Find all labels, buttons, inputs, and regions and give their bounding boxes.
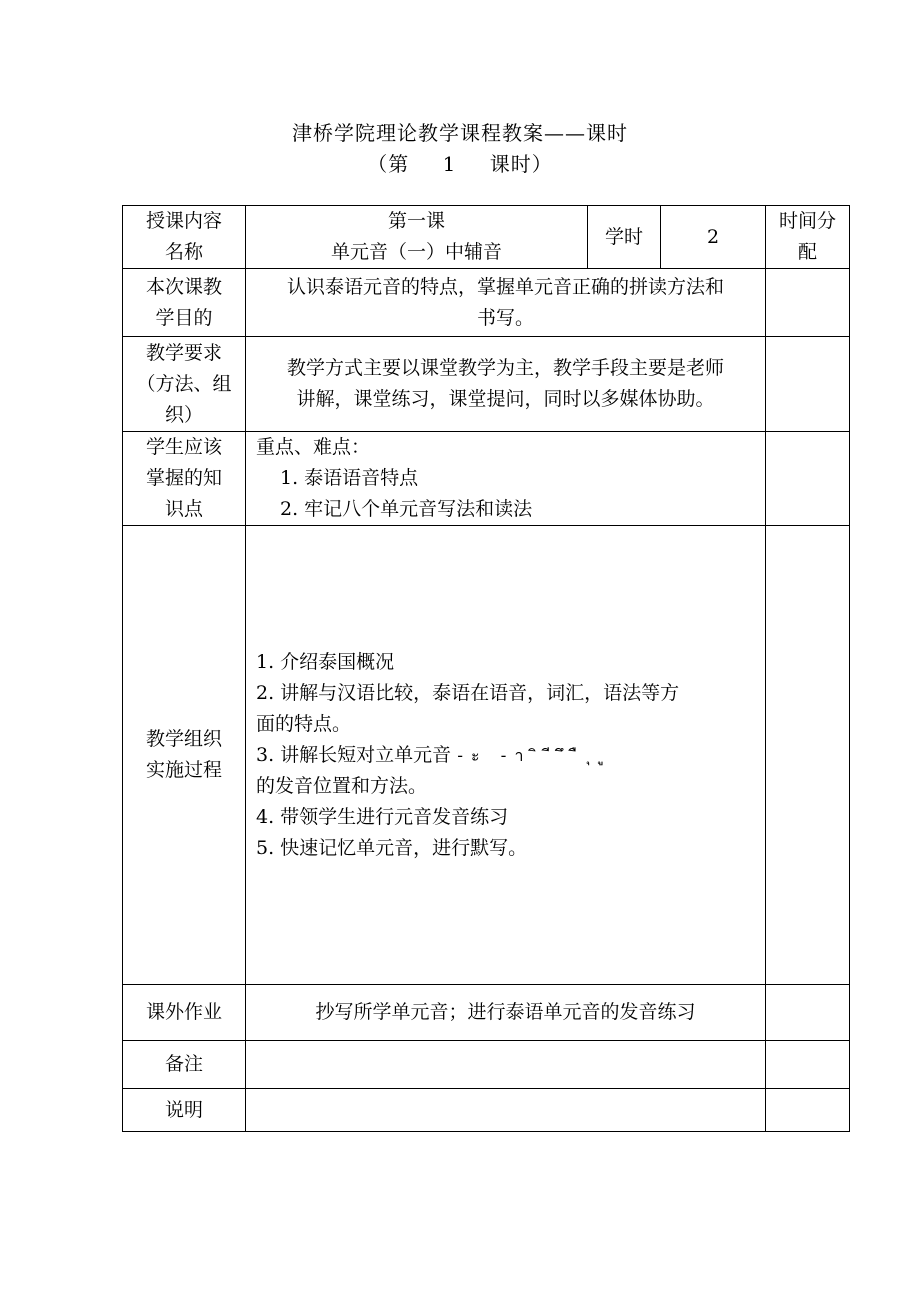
remarks-time-cell bbox=[766, 1041, 850, 1089]
label-objectives: 本次课教 学目的 bbox=[123, 269, 246, 337]
label-notes: 说明 bbox=[123, 1089, 246, 1132]
label-knowledge-points: 学生应该 掌握的知 识点 bbox=[123, 432, 246, 526]
hours-value: 2 bbox=[661, 206, 766, 269]
row-process bbox=[123, 526, 850, 985]
objectives-time-cell bbox=[766, 269, 850, 337]
time-allocation-label: 时间分 配 bbox=[766, 206, 850, 269]
label-requirements: 教学要求 （方法、组 织） bbox=[123, 337, 246, 432]
notes-cell bbox=[246, 1089, 766, 1132]
row-objectives bbox=[123, 269, 850, 337]
label-process: 教学组织 实施过程 bbox=[123, 526, 246, 985]
row-remarks bbox=[123, 1041, 850, 1089]
knowledge-points-text: 重点、难点： 1. 泰语语音特点 2. 牢记八个单元音写法和读法 bbox=[246, 432, 766, 526]
homework-text: 抄写所学单元音；进行泰语单元音的发音练习 bbox=[246, 985, 766, 1041]
process-time-cell bbox=[766, 526, 850, 985]
process-text: 1. 介绍泰国概况 2. 讲解与汉语比较，泰语在语音，词汇，语法等方 面的特点。 3. 讲解长短对立单元音 -ะ -า ิ ี ึ ื ุ ู 的发音位置和方法。 4. 带领学生进行元音发音练习 5. 快速记忆单元音，进行默写。 bbox=[246, 526, 766, 985]
row-notes bbox=[123, 1089, 850, 1132]
subtitle-number: 1 bbox=[442, 152, 457, 176]
remarks-cell bbox=[246, 1041, 766, 1089]
page-title: 津桥学院理论教学课程教案——课时 bbox=[292, 121, 628, 145]
requirements-time-cell bbox=[766, 337, 850, 432]
requirements-text: 教学方式主要以课堂教学为主，教学手段主要是老师 讲解，课堂练习，课堂提问，同时以多媒体协助。 bbox=[246, 337, 766, 432]
objectives-text: 认识泰语元音的特点，掌握单元音正确的拼读方法和 书写。 bbox=[246, 269, 766, 337]
row-homework bbox=[123, 985, 850, 1041]
row-requirements bbox=[123, 337, 850, 432]
notes-time-cell bbox=[766, 1089, 850, 1132]
label-course-content: 授课内容 名称 bbox=[123, 206, 246, 269]
knowledge-time-cell bbox=[766, 432, 850, 526]
label-remarks: 备注 bbox=[123, 1041, 246, 1089]
thai-vowels: -ะ -า ิ ี ึ ื ุ ู bbox=[457, 745, 612, 765]
row-course-content bbox=[123, 206, 850, 269]
row-knowledge-points bbox=[123, 432, 850, 526]
label-homework: 课外作业 bbox=[123, 985, 246, 1041]
subtitle-close: 课时） bbox=[489, 152, 553, 176]
process-step3-text: 3. 讲解长短对立单元音 bbox=[256, 743, 452, 766]
subtitle-open: （第 bbox=[367, 152, 410, 176]
page-subtitle bbox=[0, 148, 920, 177]
lesson-name-cell: 第一课 单元音（一）中辅音 bbox=[246, 206, 588, 269]
homework-time-cell bbox=[766, 985, 850, 1041]
hours-label: 学时 bbox=[588, 206, 661, 269]
lesson-plan-table bbox=[122, 205, 850, 1132]
